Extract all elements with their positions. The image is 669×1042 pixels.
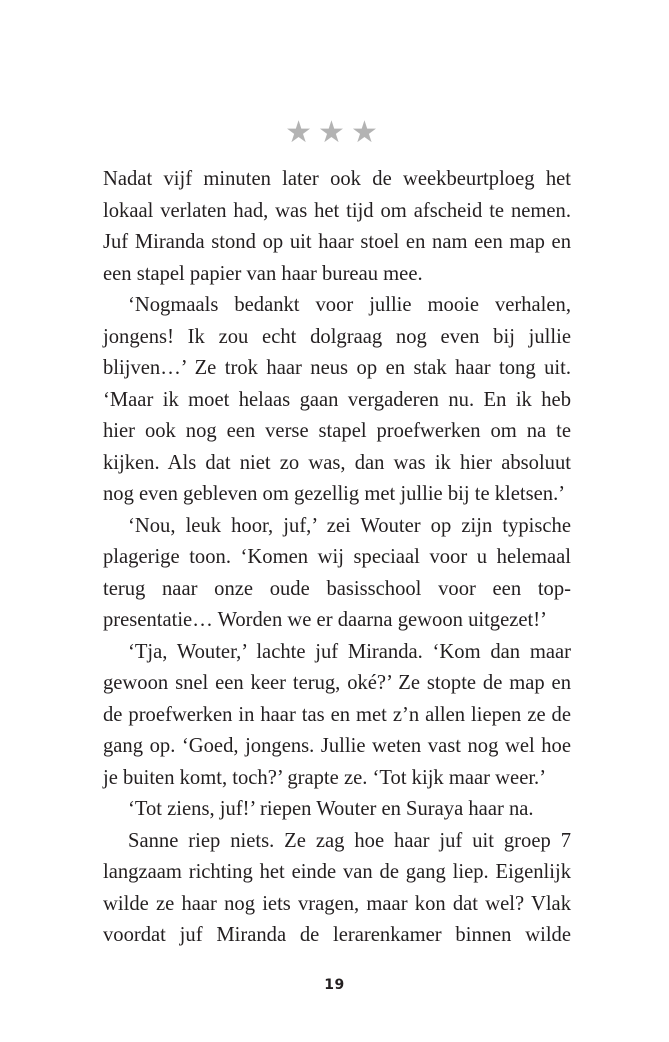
text-line: jongens! Ik zou echt dolgraag nog even bij jullie [103, 325, 571, 348]
text-line: voordat juf Miranda de lerarenkamer binnen wilde [103, 924, 571, 946]
paragraph [103, 826, 571, 952]
text-line: kijken. Als dat niet zo was, dan was ik hier absoluut [103, 451, 571, 474]
text-line: wilde ze haar nog iets vragen, maar kon dat wel? Vlak [103, 892, 571, 915]
text-line: nog even gebleven om gezellig met jullie bij te kletsen.’ [103, 483, 566, 505]
text-line: ‘Tot ziens, juf!’ riepen Wouter en Suraya haar na. [128, 798, 534, 820]
text-line: Sanne riep niets. Ze zag hoe haar juf uit groep 7 [128, 829, 571, 852]
text-line: presentatie… Worden we er daarna gewoon uitgezet!’ [103, 609, 547, 631]
text-line: Nadat vijf minuten later ook de weekbeurtploeg het [103, 168, 571, 190]
paragraph [103, 290, 571, 511]
text-line: ‘Maar ik moet helaas gaan vergaderen nu. En ik heb [103, 388, 571, 411]
paragraph [103, 164, 571, 290]
text-line: de proefwerken in haar tas en met z’n allen liepen ze de [103, 703, 571, 726]
body-text [103, 164, 571, 952]
text-line: langzaam richting het einde van de gang liep. Eigenlijk [103, 861, 571, 883]
paragraph [103, 511, 571, 637]
text-line: lokaal verlaten had, was het tijd om afscheid te nemen. [103, 199, 571, 222]
text-line: gang op. ‘Goed, jongens. Jullie weten vast nog wel hoe [103, 735, 571, 757]
text-line: plagerige toon. ‘Komen wij speciaal voor u helemaal [103, 546, 571, 568]
text-line: ‘Tja, Wouter,’ lachte juf Miranda. ‘Kom dan maar [128, 640, 571, 663]
text-line: terug naar onze oude basisschool voor een top- [103, 577, 571, 600]
text-line: een stapel papier van haar bureau mee. [103, 262, 423, 285]
text-line: hier ook nog een verse stapel proefwerken om na te [103, 420, 571, 442]
text-line: ‘Nogmaals bedankt voor jullie mooie verhalen, [128, 294, 571, 316]
text-line: gewoon snel een keer terug, oké?’ Ze stopte de map en [103, 672, 571, 694]
paragraph [103, 637, 571, 795]
text-line: ‘Nou, leuk hoor, juf,’ zei Wouter op zijn typische [128, 514, 571, 537]
paragraph [103, 794, 571, 826]
page-number: 19 [324, 977, 345, 993]
text-line: blijven…’ Ze trok haar neus op en stak haar tong uit. [103, 357, 571, 379]
text-line: Juf Miranda stond op uit haar stoel en nam een map en [103, 231, 571, 253]
text-line: je buiten komt, toch?’ grapte ze. ‘Tot kijk maar weer.’ [103, 766, 547, 789]
section-separator-stars: ★★★ [285, 115, 384, 150]
